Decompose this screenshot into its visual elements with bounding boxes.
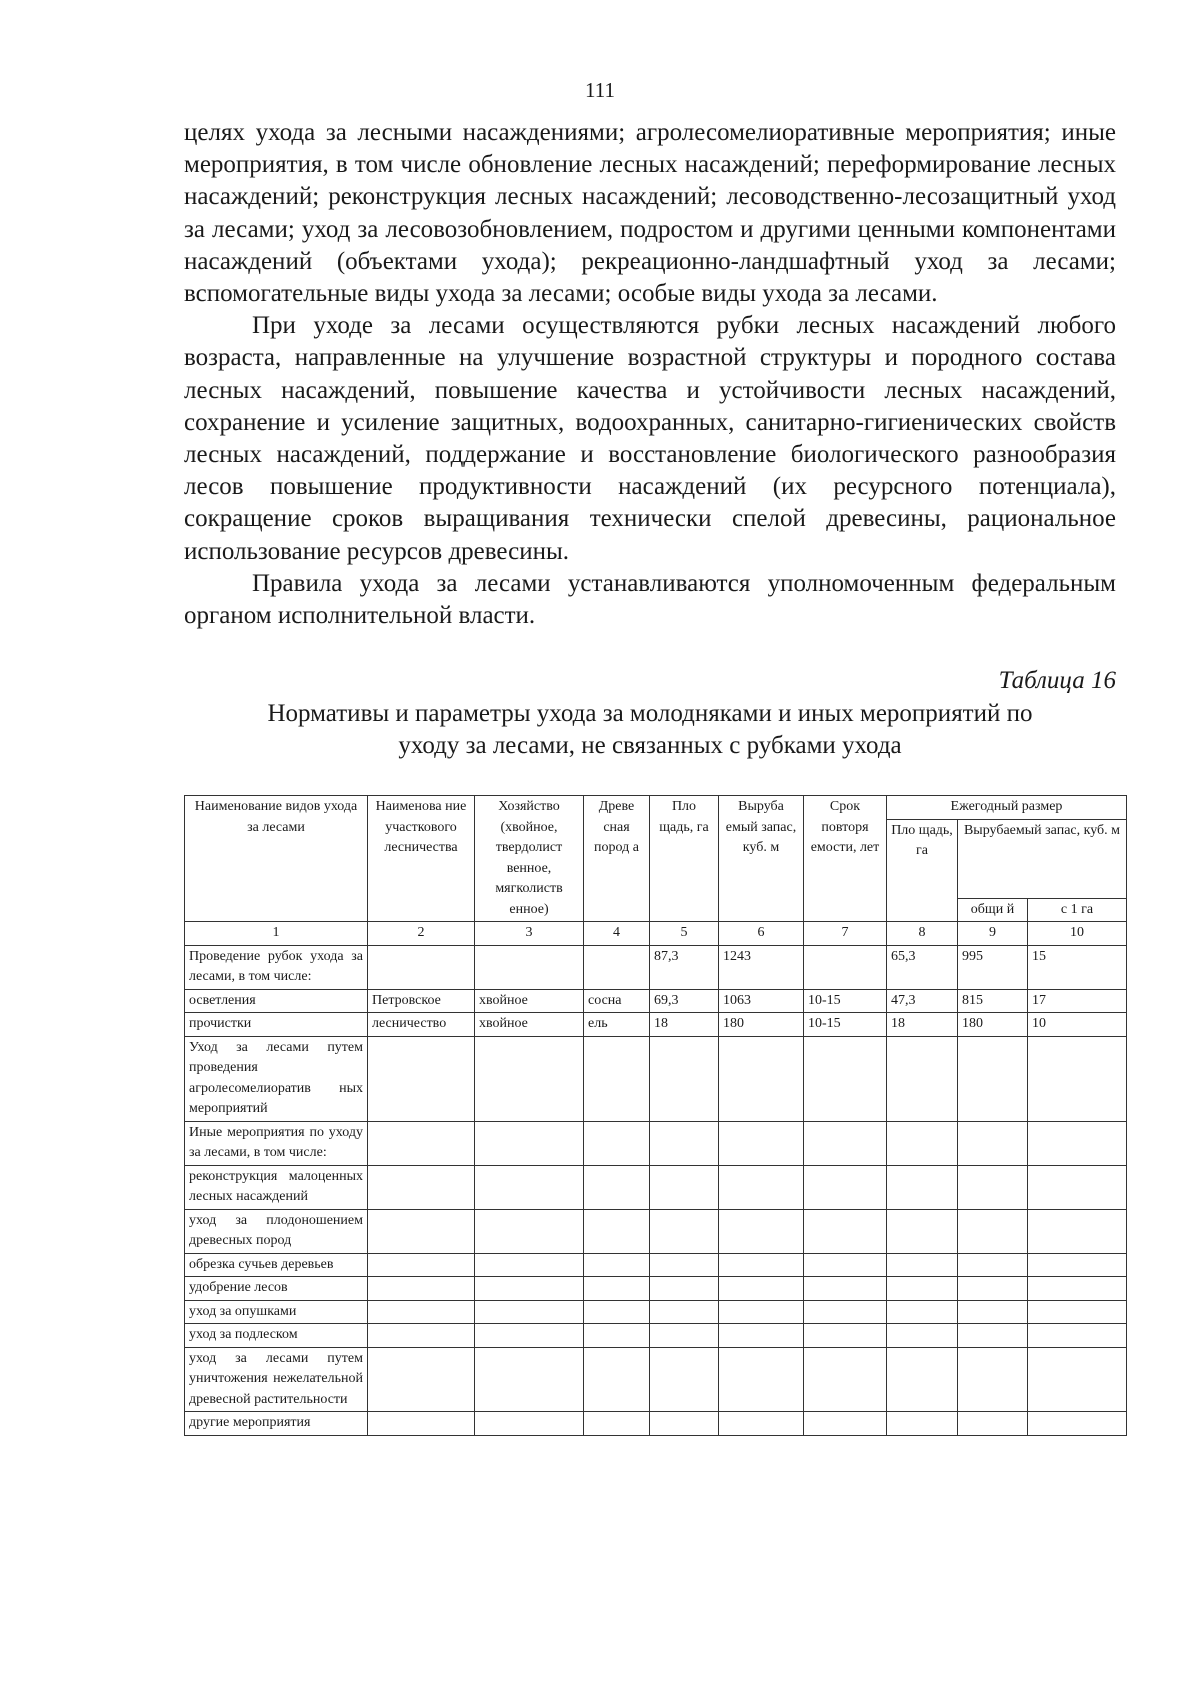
cell-forestry xyxy=(368,1253,475,1277)
cell-area: 69,3 xyxy=(650,989,719,1013)
cell-name: уход за лесами путем уничтожения нежелательной древесной растительности xyxy=(185,1347,368,1412)
header-row xyxy=(185,796,1127,820)
cell-forestry xyxy=(368,1165,475,1209)
table-row xyxy=(185,1121,1127,1165)
column-number: 1 xyxy=(185,922,368,946)
cell-annual-per-ha: 10 xyxy=(1028,1013,1127,1037)
cell-forestry xyxy=(368,1324,475,1348)
cell-area xyxy=(650,1347,719,1412)
cell-stock xyxy=(719,1036,804,1121)
cell-economy xyxy=(475,945,584,989)
paragraph-care-felling: При уходе за лесами осуществляются рубки лесных насаждений любого возраста, направленные на улучшение возрастной структуры и породного состава лесных насаждений, повышение качества и устойчивости лесных насаждений, сохранение и усиление защитных, водоохранных, санитарно-гигиенических свойств лесных насаждений, поддержание и восстановление биологического разнообразия лесов повышение продуктивности насаждений (их ресурсного потенциала), сокращение сроков выращивания технически спелой древесины, рациональное использование ресурсов древесины. xyxy=(184,312,1116,565)
cell-stock: 180 xyxy=(719,1013,804,1037)
cell-species xyxy=(584,1347,650,1412)
cell-name: Проведение рубок ухода за лесами, в том числе: xyxy=(185,945,368,989)
norms-table xyxy=(184,795,1127,1436)
cell-name: уход за плодоношением древесных пород xyxy=(185,1209,368,1253)
cell-annual-total xyxy=(958,1277,1028,1301)
cell-period xyxy=(804,1324,887,1348)
cell-species xyxy=(584,1412,650,1436)
cell-economy xyxy=(475,1324,584,1348)
table-title-line: Нормативы и параметры ухода за молодняками и иных мероприятий по xyxy=(267,700,1033,727)
cell-annual-total xyxy=(958,1324,1028,1348)
column-number: 4 xyxy=(584,922,650,946)
column-number: 3 xyxy=(475,922,584,946)
cell-area xyxy=(650,1165,719,1209)
cell-annual-per-ha xyxy=(1028,1121,1127,1165)
cell-period xyxy=(804,1300,887,1324)
cell-period xyxy=(804,1253,887,1277)
cell-area: 18 xyxy=(650,1013,719,1037)
cell-stock xyxy=(719,1253,804,1277)
cell-annual-total: 995 xyxy=(958,945,1028,989)
cell-period xyxy=(804,1209,887,1253)
cell-annual-per-ha xyxy=(1028,1300,1127,1324)
cell-species: сосна xyxy=(584,989,650,1013)
cell-species xyxy=(584,1165,650,1209)
cell-forestry xyxy=(368,1121,475,1165)
cell-period xyxy=(804,1036,887,1121)
header-annual-per-ha: с 1 га xyxy=(1028,898,1127,922)
cell-forestry xyxy=(368,945,475,989)
cell-name: уход за опушками xyxy=(185,1300,368,1324)
table-row xyxy=(185,1165,1127,1209)
cell-annual-total xyxy=(958,1347,1028,1412)
cell-stock xyxy=(719,1300,804,1324)
cell-annual-total xyxy=(958,1209,1028,1253)
table-row xyxy=(185,1300,1127,1324)
table-row xyxy=(185,1209,1127,1253)
table-label: Таблица 16 xyxy=(998,667,1116,694)
cell-annual-total xyxy=(958,1300,1028,1324)
cell-economy xyxy=(475,1300,584,1324)
column-number-row xyxy=(185,922,1127,946)
cell-area: 87,3 xyxy=(650,945,719,989)
cell-area xyxy=(650,1412,719,1436)
cell-area xyxy=(650,1277,719,1301)
table-row xyxy=(185,1324,1127,1348)
cell-period xyxy=(804,1165,887,1209)
cell-annual-per-ha xyxy=(1028,1209,1127,1253)
cell-annual-area: 65,3 xyxy=(887,945,958,989)
paragraph-continuation: целях ухода за лесными насаждениями; агролесомелиоративные мероприятия; иные мероприятия, в том числе обновление лесных насаждений; переформирование лесных насаждений; реконструкция лесных насаждений; лесоводственно-лесозащитный уход за лесами; уход за лесовозобновлением, подростом и другими ценными компонентами насаждений (объектами ухода); рекреационно-ландшафтный уход за лесами; вспомогательные виды ухода за лесами; особые виды ухода за лесами. xyxy=(184,119,1116,308)
cell-period xyxy=(804,1347,887,1412)
cell-period xyxy=(804,1412,887,1436)
cell-economy xyxy=(475,1036,584,1121)
cell-annual-total xyxy=(958,1253,1028,1277)
table-title-line: уходу за лесами, не связанных с рубками ухода xyxy=(398,732,902,759)
cell-species xyxy=(584,1324,650,1348)
cell-stock xyxy=(719,1347,804,1412)
table-body xyxy=(185,945,1127,1435)
cell-economy xyxy=(475,1165,584,1209)
column-number: 6 xyxy=(719,922,804,946)
cell-economy: хвойное xyxy=(475,1013,584,1037)
cell-forestry xyxy=(368,1347,475,1412)
cell-annual-area xyxy=(887,1121,958,1165)
cell-annual-per-ha xyxy=(1028,1277,1127,1301)
cell-economy xyxy=(475,1412,584,1436)
cell-annual-per-ha xyxy=(1028,1253,1127,1277)
header-period: Срок повторя емости, лет xyxy=(804,796,887,922)
cell-forestry xyxy=(368,1209,475,1253)
cell-area xyxy=(650,1253,719,1277)
table-title xyxy=(184,698,1116,762)
cell-name: Иные мероприятия по уходу за лесами, в том числе: xyxy=(185,1121,368,1165)
cell-period xyxy=(804,945,887,989)
column-number: 8 xyxy=(887,922,958,946)
cell-name: реконструкция малоценных лесных насаждений xyxy=(185,1165,368,1209)
column-number: 10 xyxy=(1028,922,1127,946)
cell-period: 10-15 xyxy=(804,989,887,1013)
cell-economy: хвойное xyxy=(475,989,584,1013)
cell-forestry xyxy=(368,1036,475,1121)
cell-name: Уход за лесами путем проведения агролесомелиоратив ных мероприятий xyxy=(185,1036,368,1121)
cell-species xyxy=(584,1036,650,1121)
table-row xyxy=(185,989,1127,1013)
cell-area xyxy=(650,1300,719,1324)
cell-period xyxy=(804,1277,887,1301)
cell-period: 10-15 xyxy=(804,1013,887,1037)
cell-annual-total: 180 xyxy=(958,1013,1028,1037)
cell-economy xyxy=(475,1347,584,1412)
column-number: 7 xyxy=(804,922,887,946)
cell-annual-area xyxy=(887,1324,958,1348)
header-stock: Выруба емый запас, куб. м xyxy=(719,796,804,922)
cell-stock xyxy=(719,1121,804,1165)
cell-annual-total xyxy=(958,1036,1028,1121)
cell-stock xyxy=(719,1209,804,1253)
cell-stock xyxy=(719,1324,804,1348)
cell-area xyxy=(650,1121,719,1165)
header-area: Пло щадь, га xyxy=(650,796,719,922)
cell-area xyxy=(650,1036,719,1121)
cell-name: прочистки xyxy=(185,1013,368,1037)
cell-name: другие мероприятия xyxy=(185,1412,368,1436)
cell-economy xyxy=(475,1277,584,1301)
cell-economy xyxy=(475,1121,584,1165)
column-number: 2 xyxy=(368,922,475,946)
table-row xyxy=(185,1347,1127,1412)
cell-species xyxy=(584,1121,650,1165)
cell-annual-per-ha xyxy=(1028,1412,1127,1436)
cell-annual-per-ha xyxy=(1028,1324,1127,1348)
cell-annual-area xyxy=(887,1300,958,1324)
cell-species xyxy=(584,1209,650,1253)
cell-annual-area xyxy=(887,1277,958,1301)
cell-annual-per-ha xyxy=(1028,1165,1127,1209)
column-number: 5 xyxy=(650,922,719,946)
table-row xyxy=(185,945,1127,989)
cell-annual-area xyxy=(887,1165,958,1209)
cell-name: удобрение лесов xyxy=(185,1277,368,1301)
cell-forestry xyxy=(368,1300,475,1324)
cell-annual-total xyxy=(958,1165,1028,1209)
cell-stock xyxy=(719,1412,804,1436)
header-annual-total: общи й xyxy=(958,898,1028,922)
cell-stock xyxy=(719,1165,804,1209)
cell-stock xyxy=(719,1277,804,1301)
cell-period xyxy=(804,1121,887,1165)
cell-name: осветления xyxy=(185,989,368,1013)
header-annual: Ежегодный размер xyxy=(887,796,1127,820)
cell-annual-area xyxy=(887,1253,958,1277)
header-kind: Наименование видов ухода за лесами xyxy=(185,796,368,922)
cell-annual-area: 18 xyxy=(887,1013,958,1037)
paragraph-rules: Правила ухода за лесами устанавливаются уполномоченным федеральным органом исполнительной власти. xyxy=(184,569,1116,630)
header-forestry: Наименова ние участкового лесничества xyxy=(368,796,475,922)
cell-name: уход за подлеском xyxy=(185,1324,368,1348)
cell-annual-total xyxy=(958,1121,1028,1165)
cell-forestry: лесничество xyxy=(368,1013,475,1037)
table-row xyxy=(185,1253,1127,1277)
table-row xyxy=(185,1036,1127,1121)
cell-annual-area xyxy=(887,1412,958,1436)
header-annual-area: Пло щадь, га xyxy=(887,819,958,922)
cell-stock: 1063 xyxy=(719,989,804,1013)
cell-annual-per-ha: 15 xyxy=(1028,945,1127,989)
table-row xyxy=(185,1277,1127,1301)
cell-annual-per-ha xyxy=(1028,1036,1127,1121)
cell-annual-area xyxy=(887,1209,958,1253)
body-text xyxy=(184,117,1116,632)
cell-annual-area xyxy=(887,1036,958,1121)
cell-economy xyxy=(475,1209,584,1253)
cell-species xyxy=(584,1253,650,1277)
cell-forestry xyxy=(368,1412,475,1436)
cell-species xyxy=(584,945,650,989)
header-species: Древе сная пород а xyxy=(584,796,650,922)
cell-annual-area xyxy=(887,1347,958,1412)
cell-area xyxy=(650,1209,719,1253)
cell-annual-per-ha xyxy=(1028,1347,1127,1412)
cell-species xyxy=(584,1300,650,1324)
cell-species xyxy=(584,1277,650,1301)
table-row xyxy=(185,1412,1127,1436)
cell-area xyxy=(650,1324,719,1348)
cell-economy xyxy=(475,1253,584,1277)
column-number: 9 xyxy=(958,922,1028,946)
cell-forestry xyxy=(368,1277,475,1301)
page-number: 111 xyxy=(585,78,615,102)
cell-forestry: Петровское xyxy=(368,989,475,1013)
table-row xyxy=(185,1013,1127,1037)
cell-species: ель xyxy=(584,1013,650,1037)
cell-stock: 1243 xyxy=(719,945,804,989)
header-economy: Хозяйство (хвойное, твердолист венное, мягколиств енное) xyxy=(475,796,584,922)
cell-name: обрезка сучьев деревьев xyxy=(185,1253,368,1277)
cell-annual-area: 47,3 xyxy=(887,989,958,1013)
cell-annual-total xyxy=(958,1412,1028,1436)
cell-annual-total: 815 xyxy=(958,989,1028,1013)
header-annual-stock: Вырубаемый запас, куб. м xyxy=(958,819,1127,898)
cell-annual-per-ha: 17 xyxy=(1028,989,1127,1013)
